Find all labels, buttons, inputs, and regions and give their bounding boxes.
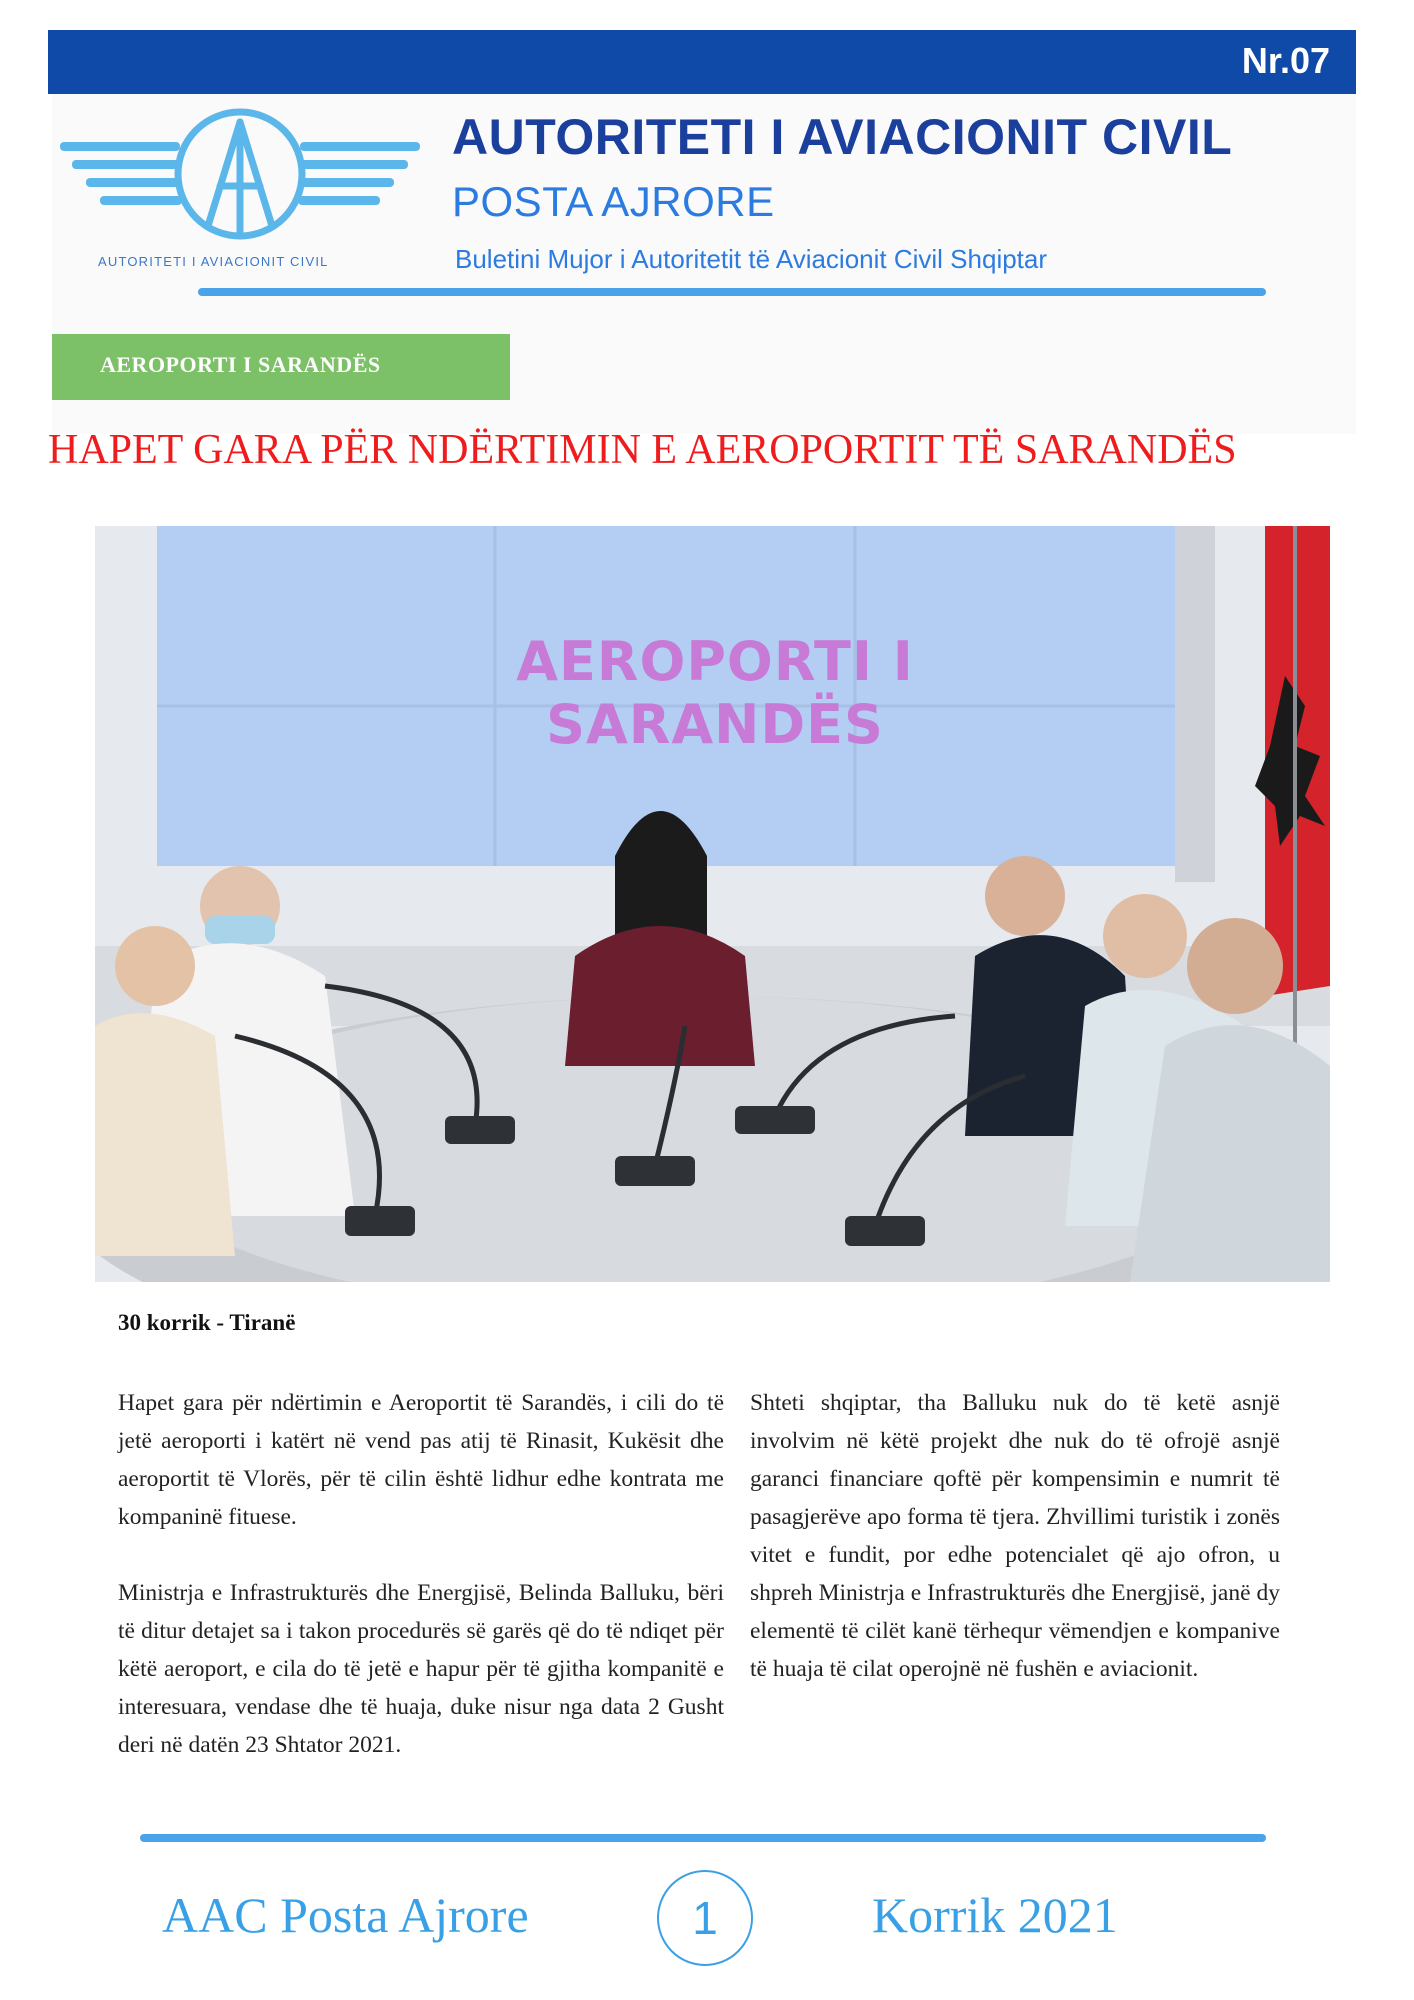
publication-tagline: Buletini Mujor i Autoritetit të Aviacionit Civil Shqiptar bbox=[455, 244, 1048, 274]
footer-publication-name: AAC Posta Ajrore bbox=[162, 1887, 529, 1943]
logo-caption: AUTORITETI I AVIACIONIT CIVIL bbox=[98, 254, 329, 269]
publication-authority-title: AUTORITETI I AVIACIONIT CIVIL bbox=[452, 109, 1233, 165]
article-paragraph: Hapet gara për ndërtimin e Aeroportit të Sarandës, i cili do të jetë aeroporti i katërt në vend pas atij të Rinasit, Kukësit dhe aeroportit të Vlorës, për të cilin është lidhur edhe kontrata me kompaninë fituese. bbox=[118, 1390, 724, 1530]
article-dateline: 30 korrik - Tiranë bbox=[118, 1310, 296, 1335]
article-headline: HAPET GARA PËR NDËRTIMIN E AEROPORTIT TË SARANDËS bbox=[48, 427, 1237, 473]
article-column-right bbox=[750, 1384, 1280, 1726]
article-column-left bbox=[118, 1384, 724, 1802]
header-divider bbox=[198, 288, 1266, 296]
screen-text: AEROPORTI I SARANDËS bbox=[516, 630, 914, 756]
article-photo bbox=[95, 526, 1330, 1282]
footer-divider bbox=[140, 1834, 1266, 1842]
article-paragraph: Shteti shqiptar, tha Balluku nuk do të ketë asnjë involvim në këtë projekt dhe nuk do të ofrojë asnjë garanci financiare qoftë për kompensimin e numrit të pasagjerëve apo forma të tjera. Zhvillimi turistik i zonës vitet e fundit, por edhe potencialet që ajo ofron, u shpreh Ministrja e Infrastrukturës dhe Energjisë, janë dy elementë të cilët kanë tërhequr vëmendjen e kompanive të huaja të cilat operojnë në fushën e aviacionit. bbox=[750, 1390, 1280, 1682]
page-number: 1 bbox=[657, 1870, 753, 1966]
publication-title: POSTA AJRORE bbox=[452, 178, 775, 225]
section-label-text: AEROPORTI I SARANDËS bbox=[100, 352, 381, 377]
section-label bbox=[52, 334, 510, 400]
article-paragraph: Ministrja e Infrastrukturës dhe Energjisë, Belinda Balluku, bëri të ditur detajet sa i takon procedurës së garës që do të ndiqet për këtë aeroport, e cila do të jetë e hapur për të gjitha kompanitë e interesuara, vendase dhe të huaja, duke nisur nga data 2 Gusht deri në datën 23 Shtator 2021. bbox=[118, 1580, 724, 1758]
issue-number: Nr.07 bbox=[1241, 40, 1330, 81]
footer-issue-date: Korrik 2021 bbox=[872, 1887, 1118, 1943]
top-banner bbox=[48, 30, 1356, 94]
